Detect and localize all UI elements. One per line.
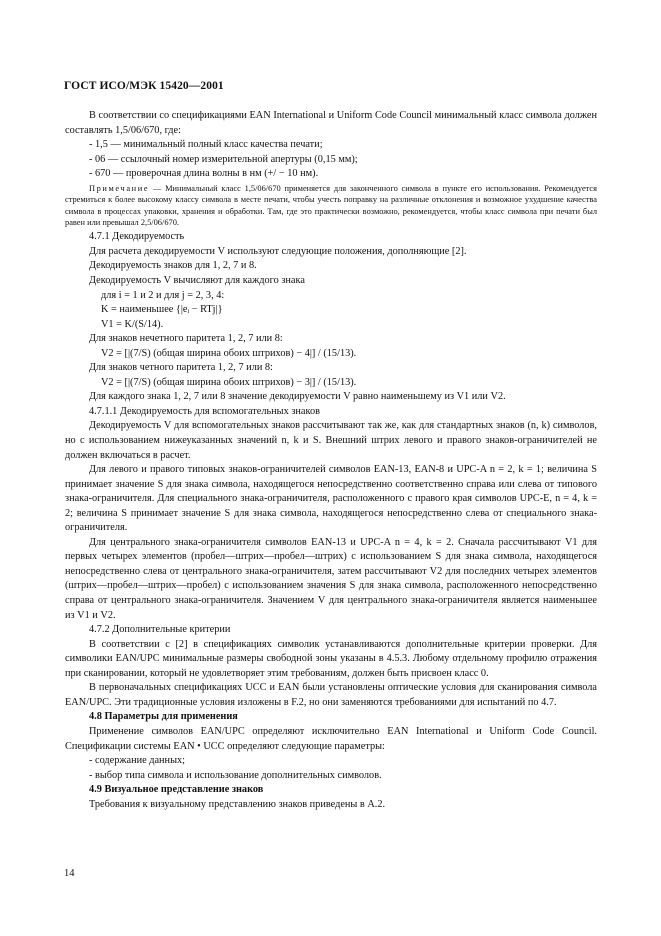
- note-label: Примечание: [89, 183, 150, 193]
- section-4-8-list-item: - выбор типа символа и использование дополнительных символов.: [89, 769, 382, 781]
- page-number: 14: [64, 868, 75, 879]
- section-4-7-1-result: Для каждого знака 1, 2, 7 или 8 значение декодируемости V равно наименьшему из V1 или V2.: [89, 391, 506, 403]
- section-4-7-1-chars: Декодируемость знаков для 1, 2, 7 и 8.: [89, 260, 257, 272]
- odd-parity-title: Для знаков нечетного паритета 1, 2, 7 или 8:: [89, 333, 283, 345]
- section-4-7-1-1-paragraph: Для левого и правого типовых знаков-ограничителей символов EAN-13, EAN-8 и UPC-A n = 2, k = 1; величина S принимает значение S для знака символа, находящегося непосредственно соответственно справа или слева от типового знака-ограничителя. Для специального знака-ограничителя, расположенного с правого края символов UPC-E, n = 4, k = 2; величина S принимает значение S для знака символа, находящегося непосредственно слева от специального знака-ограничителя.: [65, 464, 597, 534]
- intro-list-item: - 670 — проверочная длина волны в нм (+/ − 10 нм).: [89, 168, 319, 180]
- intro-paragraph: В соответствии со спецификациями EAN International и Uniform Code Council минимальный класс символа должен составлять 1,5/06/670, где:: [65, 110, 597, 136]
- even-parity-title: Для знаков четного паритета 1, 2, 7 или 8:: [89, 362, 273, 374]
- section-4-7-1-title: 4.7.1 Декодируемость: [89, 231, 185, 243]
- section-4-7-1-intro: Для расчета декодируемости V используют следующие положения, дополняющие [2].: [89, 245, 467, 257]
- section-4-9-paragraph: Требования к визуальному представлению знаков приведены в А.2.: [89, 798, 386, 810]
- formula-line: для i = 1 и 2 и для j = 2, 3, 4:: [101, 289, 225, 301]
- intro-list-item: - 1,5 — минимальный полный класс качества печати;: [89, 139, 323, 151]
- section-4-7-1-1-paragraph: Декодируемость V для вспомогательных знаков рассчитывают так же, как для стандартных знаков (n, k) символов, но с использованием нижеуказанных значений n, k и S. Внешний штрих левого и правого знаков-ограничителей не должен включаться в расчет.: [65, 420, 597, 461]
- even-parity-formula: V2 = [|(7/S) (общая ширина обоих штрихов) − 3|] / (15/13).: [101, 376, 357, 388]
- section-4-7-1-1-paragraph: Для центрального знака-ограничителя символов EAN-13 и UPC-A n = 4, k = 2. Сначала рассчитывают V1 для первых четырех элементов (пробел—штрих—пробел—штрих) с использованием S для знака символа, находящегося непосредственно слева от центрального знака-ограничителя, затем рассчитывают V2 для последних четырех элементов (штрих—пробел—штрих—пробел) с использованием значения S для знака символа, расположенного непосредственно справа от центрального знака-ограничителя. Значением V для центрального знака-ограничителя является наименьшее из V1 и V2.: [65, 536, 597, 621]
- section-4-7-2-title: 4.7.2 Дополнительные критерии: [89, 624, 231, 636]
- section-4-8-title: 4.8 Параметры для применения: [89, 711, 238, 723]
- page-header: ГОСТ ИСО/МЭК 15420—2001: [64, 80, 224, 92]
- section-4-7-2-paragraph: В соответствии с [2] в спецификациях символик устанавливаются дополнительные критерии проверки. Для символики EAN/UPC минимальные размеры свободной зоны указаны в 4.5.3. Любому отдельному профилю отражения при сканировании, который не удовлетворяет этим требованиям, должен быть присвоен класс 0.: [65, 638, 597, 679]
- page-content: [65, 109, 597, 812]
- formula-line: K = наименьшее {|eᵢ − RTj|}: [101, 304, 223, 316]
- formula-line: V1 = K/(S/14).: [101, 318, 164, 330]
- odd-parity-formula: V2 = [|(7/S) (общая ширина обоих штрихов) − 4|] / (15/13).: [101, 347, 357, 359]
- section-4-8-paragraph: Применение символов EAN/UPC определяют исключительно EAN International и Uniform Code Council. Спецификации системы EAN • UCC определяют следующие параметры:: [65, 725, 597, 752]
- section-4-7-1-each: Декодируемость V вычисляют для каждого знака: [89, 275, 305, 286]
- section-4-9-title: 4.9 Визуальное представление знаков: [89, 784, 264, 796]
- section-4-7-1-1-title: 4.7.1.1 Декодируемость для вспомогательных знаков: [89, 405, 320, 417]
- section-4-8-list-item: - содержание данных;: [89, 755, 185, 767]
- section-4-7-2-paragraph: В первоначальных спецификациях UCC и EAN были установлены оптические условия для сканирования символа EAN/UPC. Эти традиционные условия изложены в F.2, но они заменяются требованиями для испытаний по 4.7.: [65, 682, 597, 708]
- note-paragraph: [65, 183, 597, 229]
- intro-list-item: - 06 — ссылочный номер измерительной апертуры (0,15 мм);: [89, 153, 358, 165]
- note-text: — Минимальный класс 1,5/06/670 применяется для законченного символа в пункте его использования. Рекомендуется стремиться к более высокому классу символа в месте печати, чтобы учесть поправку на различные отклонения и возможное ухудшение качества символа в процессах упаковки, хранения и обработки. Там, где это практически возможно, рекомендуется, чтобы класс символа при печати был равен или превышал 2,5/06/670.: [65, 183, 597, 227]
